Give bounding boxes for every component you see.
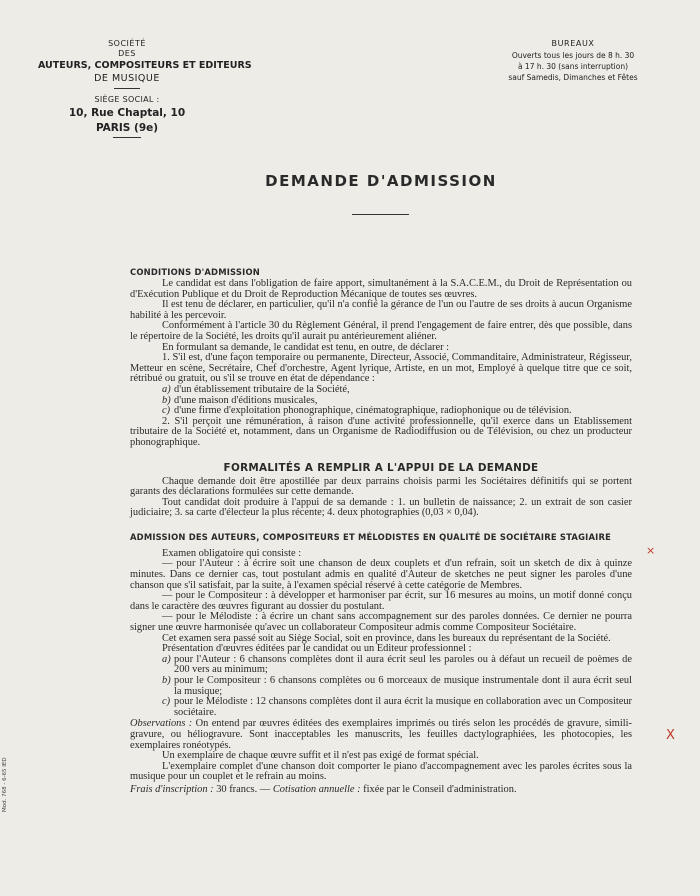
handwritten-mark-2: X — [666, 728, 675, 743]
observations-p2: Un exemplaire de chaque œuvre suffit et il n'est pas exigé de format spécial. — [162, 750, 479, 762]
office-line2: à 17 h. 30 (sans interruption) — [517, 62, 629, 71]
society-line4: DE MUSIQUE — [94, 73, 160, 84]
list-item: a) pour l'Auteur : 6 chansons complètes dont il aura écrit seul les paroles ou à défaut un recueil de poèmes de 200 vers au minimum; — [162, 653, 632, 676]
fees-value-2: fixée par le Conseil d'administration. — [363, 783, 517, 795]
fees-value-1: 30 francs. — — [216, 783, 271, 795]
list-item: b) pour le Compositeur : 6 chansons complètes ou 6 morceaux de musique instrumentale dont il aura écrit seul la musique; — [162, 675, 632, 697]
admission-heading: ADMISSION DES AUTEURS, COMPOSITEURS ET MÉLODISTES EN QUALITÉ DE SOCIÉTAIRE STAGIAIRE — [130, 531, 612, 542]
observations-label: Observations : — [130, 718, 193, 730]
conditions-p3: Conformément à l'article 30 du Règlement Général, il prend l'engagement de faire entrer, dès que possible, dans le répertoire de la Société, les droits qu'il aurait pu antérieurement aliéner. — [130, 320, 632, 342]
formalites-p1: Chaque demande doit être apostillée par deux parrains choisis parmi les Sociétaires définitifs qui se portent garants des déclarations formulées sur cette demande. — [130, 475, 632, 498]
admission-p4: — pour le Mélodiste : à écrire un chant sans accompagnement sur des paroles données. Ce dernier ne pourra signer une œuvre harmonisée qu'avec un collaborateur Compositeur admis comme Compositeur Sociétaire. — [130, 611, 632, 634]
seat-label: SIÈGE SOCIAL : — [94, 95, 160, 104]
list-item: c) pour le Mélodiste : 12 chansons complètes dont il aura écrit la musique en collaboration avec un Compositeur sociétaire. — [162, 696, 632, 718]
observations — [130, 719, 632, 751]
conditions-p1: Le candidat est dans l'obligation de faire apport, simultanément à la S.A.C.E.M., du Droit de Représentation ou d'Exécution Publique et du Droit de Reproduction Mécanique de toutes ses œuvres. — [130, 278, 632, 300]
society-header — [38, 38, 252, 138]
formalites-p2: Tout candidat doit produire à l'appui de sa demande : 1. un bulletin de naissance; 2. un extrait de son casier judiciaire; 3. sa carte d'électeur la plus récente; 4. deux photographies (0,03 × 0,04). — [130, 496, 632, 519]
form-reference: Mod. 768 - 6-65 IED — [2, 757, 8, 812]
header-divider — [114, 88, 140, 89]
conditions-p6: 2. S'il perçoit une rémunération, à raison d'une activité professionnelle, qu'il exerce dans un Etablissement tributaire de la Société et, notamment, dans un Organisme de Radiodiffusion ou de Télévision, ou chez un producteur phonographique. — [130, 415, 632, 448]
fees-label-2: Cotisation annuelle : — [272, 783, 361, 795]
office-hours — [498, 38, 648, 83]
admission-p1: Examen obligatoire qui consiste : — [162, 547, 302, 559]
admission-p2: — pour l'Auteur : à écrire soit une chanson de deux couplets et d'un refrain, soit un sketch de dix à quinze minutes. Dans ce dernier cas, tout postulant admis en qualité d'Auteur de sketches ne peut signer les paroles d'une chanson que s'il satisfait, par la suite, à l'examen spécial réservé à cette catégorie de Membres. — [130, 558, 632, 591]
seat-city: PARIS (9e) — [95, 122, 159, 134]
title-divider — [352, 214, 409, 215]
list-item: c) d'une firme d'exploitation phonographique, cinématographique, radiophonique ou de télévision. — [162, 405, 572, 417]
fees-label-1: Frais d'inscription : — [130, 783, 214, 795]
seat-street: 10, Rue Chaptal, 10 — [68, 107, 186, 119]
society-line2: DES — [118, 49, 136, 58]
conditions-p4: En formulant sa demande, le candidat est tenu, en outre, de déclarer : — [162, 341, 450, 353]
handwritten-mark-1: × — [646, 544, 656, 557]
office-line1: Ouverts tous les jours de 8 h. 30 — [511, 51, 635, 60]
admission-list — [130, 655, 632, 719]
society-name: AUTEURS, COMPOSITEURS ET EDITEURS — [38, 60, 252, 71]
society-line1: SOCIÉTÉ — [108, 39, 146, 48]
admission-p6: Présentation d'œuvres éditées par le candidat ou un Editeur professionnel : — [162, 643, 472, 655]
observations-text: On entend par œuvres éditées des exemplaires imprimés ou tirés selon les procédés de gravure, simili-gravure, ou héliogravure. Sont inacceptables les manuscrits, les feuilles dactylographiées, les photocopies, les exemplaires ronéotypés. — [130, 718, 632, 751]
conditions-list — [130, 385, 632, 417]
list-item: b) d'une maison d'éditions musicales, — [162, 394, 318, 406]
document-body — [130, 266, 632, 796]
formalites-heading: FORMALITÉS A REMPLIR A L'APPUI DE LA DEMANDE — [223, 461, 539, 474]
conditions-p2: Il est tenu de déclarer, en particulier, qu'il n'a confié la gérance de l'un ou l'autre de ses droits à aucun Organisme habilité à les percevoir. — [130, 299, 632, 321]
conditions-p5: 1. S'il est, d'une façon temporaire ou permanente, Directeur, Associé, Commanditaire, Administrateur, Régisseur, Metteur en scène, Secrétaire, Chef d'orchestre, Agent lyrique, Artiste, en un mot, Employé à quelque titre que ce soit, rétribué ou gratuit, ou s'il se trouve en état de dépendance : — [130, 352, 632, 385]
header-divider-2 — [113, 137, 141, 138]
office-title: BUREAUX — [551, 39, 595, 48]
document-title: DEMANDE D'ADMISSION — [265, 172, 497, 190]
admission-p5: Cet examen sera passé soit au Siège Social, soit en province, dans les bureaux du représentant de la Société. — [162, 632, 611, 644]
admission-p3: — pour le Compositeur : à développer et harmoniser par écrit, sur 16 mesures au moins, un motif donné conçu dans le caractère des œuvres figurant au dossier du postulant. — [130, 590, 632, 612]
fees-line — [130, 785, 632, 796]
office-line3: sauf Samedis, Dimanches et Fêtes — [508, 73, 638, 82]
conditions-heading: CONDITIONS D'ADMISSION — [130, 267, 260, 277]
list-item: a) d'un établissement tributaire de la Société, — [162, 383, 350, 395]
observations-p3: L'exemplaire complet d'une chanson doit comporter le piano d'accompagnement avec les paroles écrites sous la musique pour un couplet et le refrain au moins. — [130, 760, 632, 783]
